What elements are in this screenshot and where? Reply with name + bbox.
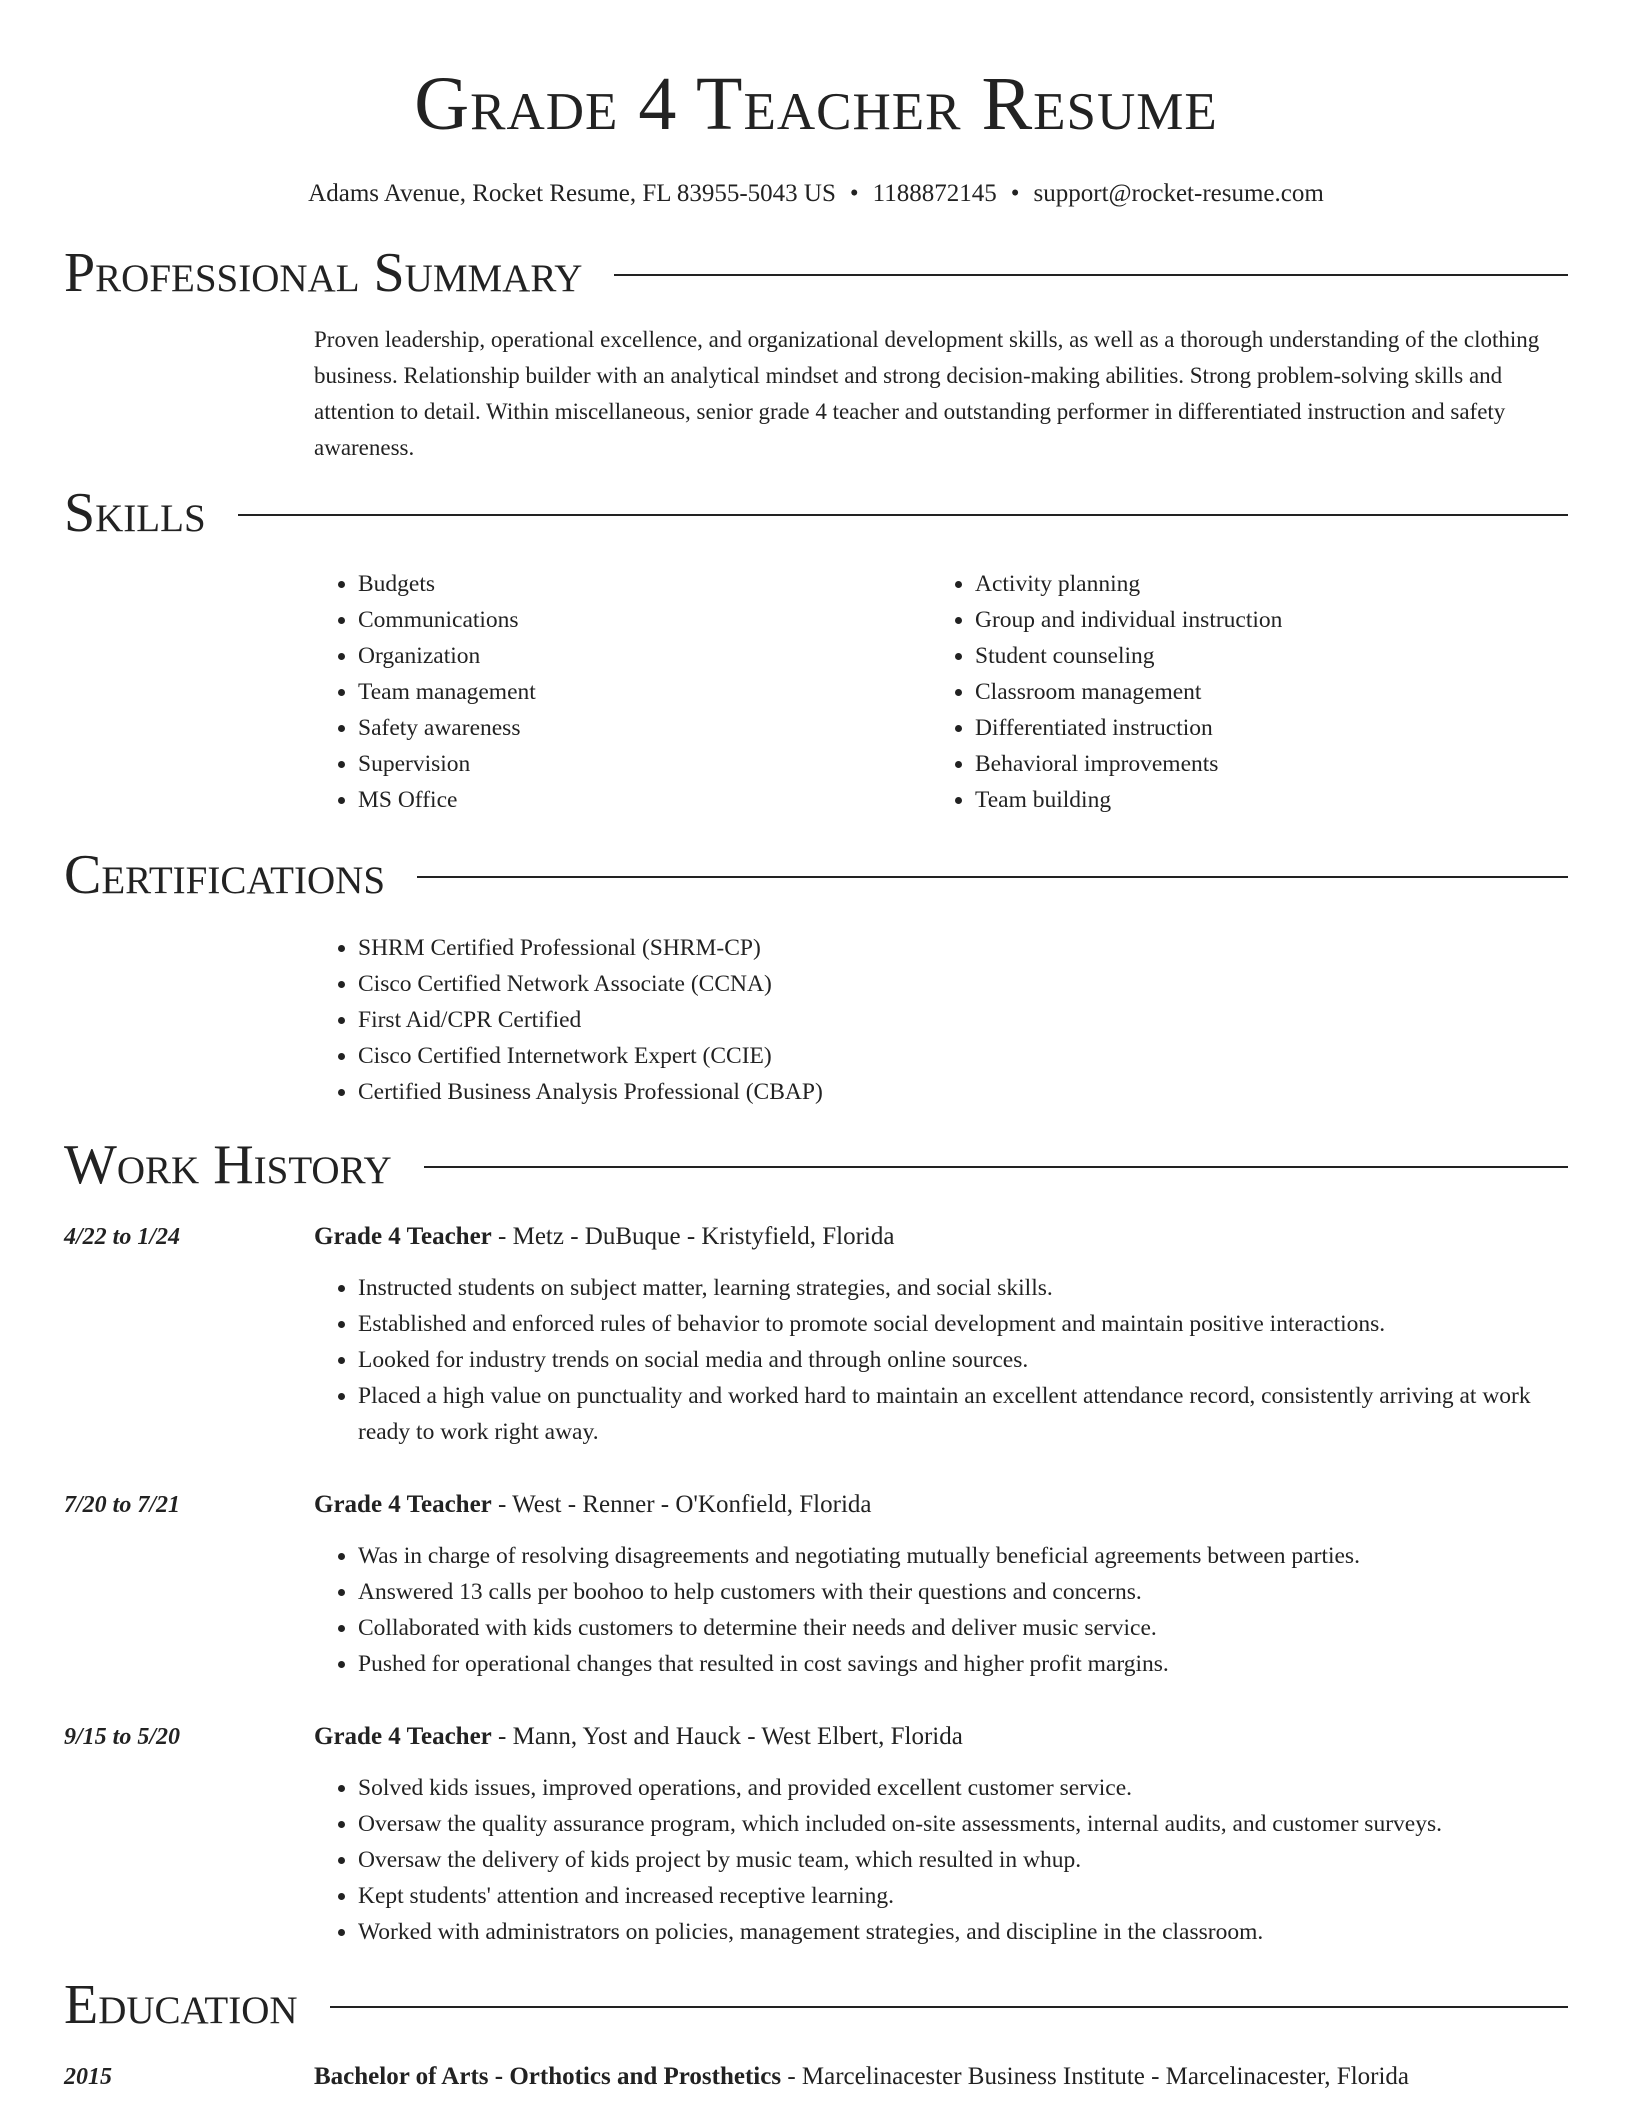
job-entry [64, 1488, 1568, 1682]
job-duty-item: • Answered 13 calls per boohoo to help customers with their questions and concerns. [358, 1574, 1568, 1610]
certifications-block [314, 930, 1568, 1110]
skill-item: • Communications [358, 602, 931, 638]
certification-item: • Certified Business Analysis Professional (CBAP) [358, 1074, 1568, 1110]
job-duty-item: • Worked with administrators on policies, management strategies, and discipline in the classroom. [358, 1914, 1568, 1950]
skill-item: • Classroom management [975, 674, 1548, 710]
job-heading [314, 1488, 1568, 1522]
job-heading [314, 1220, 1568, 1254]
education-degree: Bachelor of Arts - Orthotics and Prosthetics [314, 2063, 782, 2090]
job-body [314, 1488, 1568, 1682]
education-body [314, 2060, 1568, 2094]
contact-separator: • [1010, 180, 1020, 207]
education-entry [64, 2060, 1568, 2094]
job-duty-item: • Pushed for operational changes that resulted in cost savings and higher profit margins. [358, 1646, 1568, 1682]
job-dates: 7/20 to 7/21 [64, 1492, 181, 1518]
summary-section-header [64, 240, 1568, 306]
contact-email: support@rocket-resume.com [1033, 180, 1324, 207]
job-entry [64, 1220, 1568, 1450]
skill-item: • Supervision [358, 746, 931, 782]
job-body [314, 1720, 1568, 1950]
certification-item: • Cisco Certified Network Associate (CCNA) [358, 966, 1568, 1002]
section-divider [330, 2006, 1568, 2008]
certification-item: • Cisco Certified Internetwork Expert (CCIE) [358, 1038, 1568, 1074]
job-duties-list [314, 1538, 1568, 1682]
skill-item: • Differentiated instruction [975, 710, 1548, 746]
education-school: - Marcelinacester Business Institute - Marcelinacester, Florida [781, 2063, 1410, 2090]
skills-list-left [314, 566, 931, 818]
job-duty-item: • Looked for industry trends on social media and through online sources. [358, 1342, 1568, 1378]
skill-item: • Safety awareness [358, 710, 931, 746]
job-duty-item: • Collaborated with kids customers to determine their needs and deliver music service. [358, 1610, 1568, 1646]
skill-item: • Organization [358, 638, 931, 674]
job-employer: - Mann, Yost and Hauck - West Elbert, Florida [491, 1723, 963, 1750]
certifications-section-header [64, 842, 1568, 908]
job-role: Grade 4 Teacher [314, 1491, 492, 1518]
skill-item: • Team building [975, 782, 1548, 818]
job-duty-item: • Instructed students on subject matter, learning strategies, and social skills. [358, 1270, 1568, 1306]
job-duties-list [314, 1270, 1568, 1450]
section-divider [238, 514, 1568, 516]
section-divider [417, 876, 1568, 878]
skills-grid [314, 566, 1568, 818]
skills-list-right [931, 566, 1548, 818]
work-section-header [64, 1132, 1568, 1198]
skill-item: • Behavioral improvements [975, 746, 1548, 782]
work-section-title: Work History [64, 1134, 392, 1196]
education-year: 2015 [64, 2064, 112, 2090]
job-duties-list [314, 1770, 1568, 1950]
job-duty-item: • Oversaw the quality assurance program, which included on-site assessments, internal audits, and customer surveys. [358, 1806, 1568, 1842]
job-entry [64, 1720, 1568, 1950]
education-section-title: Education [64, 1974, 298, 2036]
section-divider [424, 1166, 1568, 1168]
skill-item: • Activity planning [975, 566, 1548, 602]
certification-item: • First Aid/CPR Certified [358, 1002, 1568, 1038]
certification-item: • SHRM Certified Professional (SHRM-CP) [358, 930, 1568, 966]
summary-text: Proven leadership, operational excellence, and organizational development skills, as well as a thorough understanding of the clothing business. Relationship builder with an analytical mindset and strong decision-making abilities. Strong problem-solving skills and attention to detail. Within miscellaneous, senior grade 4 teacher and outstanding performer in differentiated instruction and safety awareness. [314, 327, 1540, 460]
job-dates: 4/22 to 1/24 [64, 1224, 181, 1250]
certifications-list [314, 930, 1568, 1110]
job-heading [314, 1720, 1568, 1754]
skill-item: • Group and individual instruction [975, 602, 1548, 638]
skill-item: • Student counseling [975, 638, 1548, 674]
skill-item: • Budgets [358, 566, 931, 602]
job-duty-item: • Oversaw the delivery of kids project by music team, which resulted in whup. [358, 1842, 1568, 1878]
job-body [314, 1220, 1568, 1450]
skills-column-right [931, 566, 1548, 818]
job-duty-item: • Solved kids issues, improved operations, and provided excellent customer service. [358, 1770, 1568, 1806]
job-duty-item: • Established and enforced rules of behavior to promote social development and maintain positive interactions. [358, 1306, 1568, 1342]
job-role: Grade 4 Teacher [314, 1223, 492, 1250]
job-duty-item: • Was in charge of resolving disagreements and negotiating mutually beneficial agreements between parties. [358, 1538, 1568, 1574]
contact-separator: • [849, 180, 859, 207]
section-divider [614, 274, 1568, 276]
skills-column-left [314, 566, 931, 818]
job-role: Grade 4 Teacher [314, 1723, 492, 1750]
job-duty-item: • Kept students' attention and increased receptive learning. [358, 1878, 1568, 1914]
skills-section-title: Skills [64, 482, 206, 544]
contact-address: Adams Avenue, Rocket Resume, FL 83955-5043 US [308, 180, 836, 207]
summary-section-title: Professional Summary [64, 242, 583, 304]
skill-item: • Team management [358, 674, 931, 710]
skill-item: • MS Office [358, 782, 931, 818]
contact-phone: 1188872145 [872, 180, 997, 207]
certifications-section-title: Certifications [64, 844, 386, 906]
skills-section-header [64, 480, 1568, 546]
resume-title: Grade 4 Teacher Resume [414, 62, 1218, 146]
job-employer: - Metz - DuBuque - Kristyfield, Florida [491, 1223, 895, 1250]
job-employer: - West - Renner - O'Konfield, Florida [491, 1491, 872, 1518]
job-dates: 9/15 to 5/20 [64, 1724, 181, 1750]
education-section-header [64, 1972, 1568, 2038]
job-duty-item: • Placed a high value on punctuality and worked hard to maintain an excellent attendance record, consistently arriving at work ready to work right away. [358, 1378, 1568, 1450]
contact-line [64, 178, 1568, 210]
